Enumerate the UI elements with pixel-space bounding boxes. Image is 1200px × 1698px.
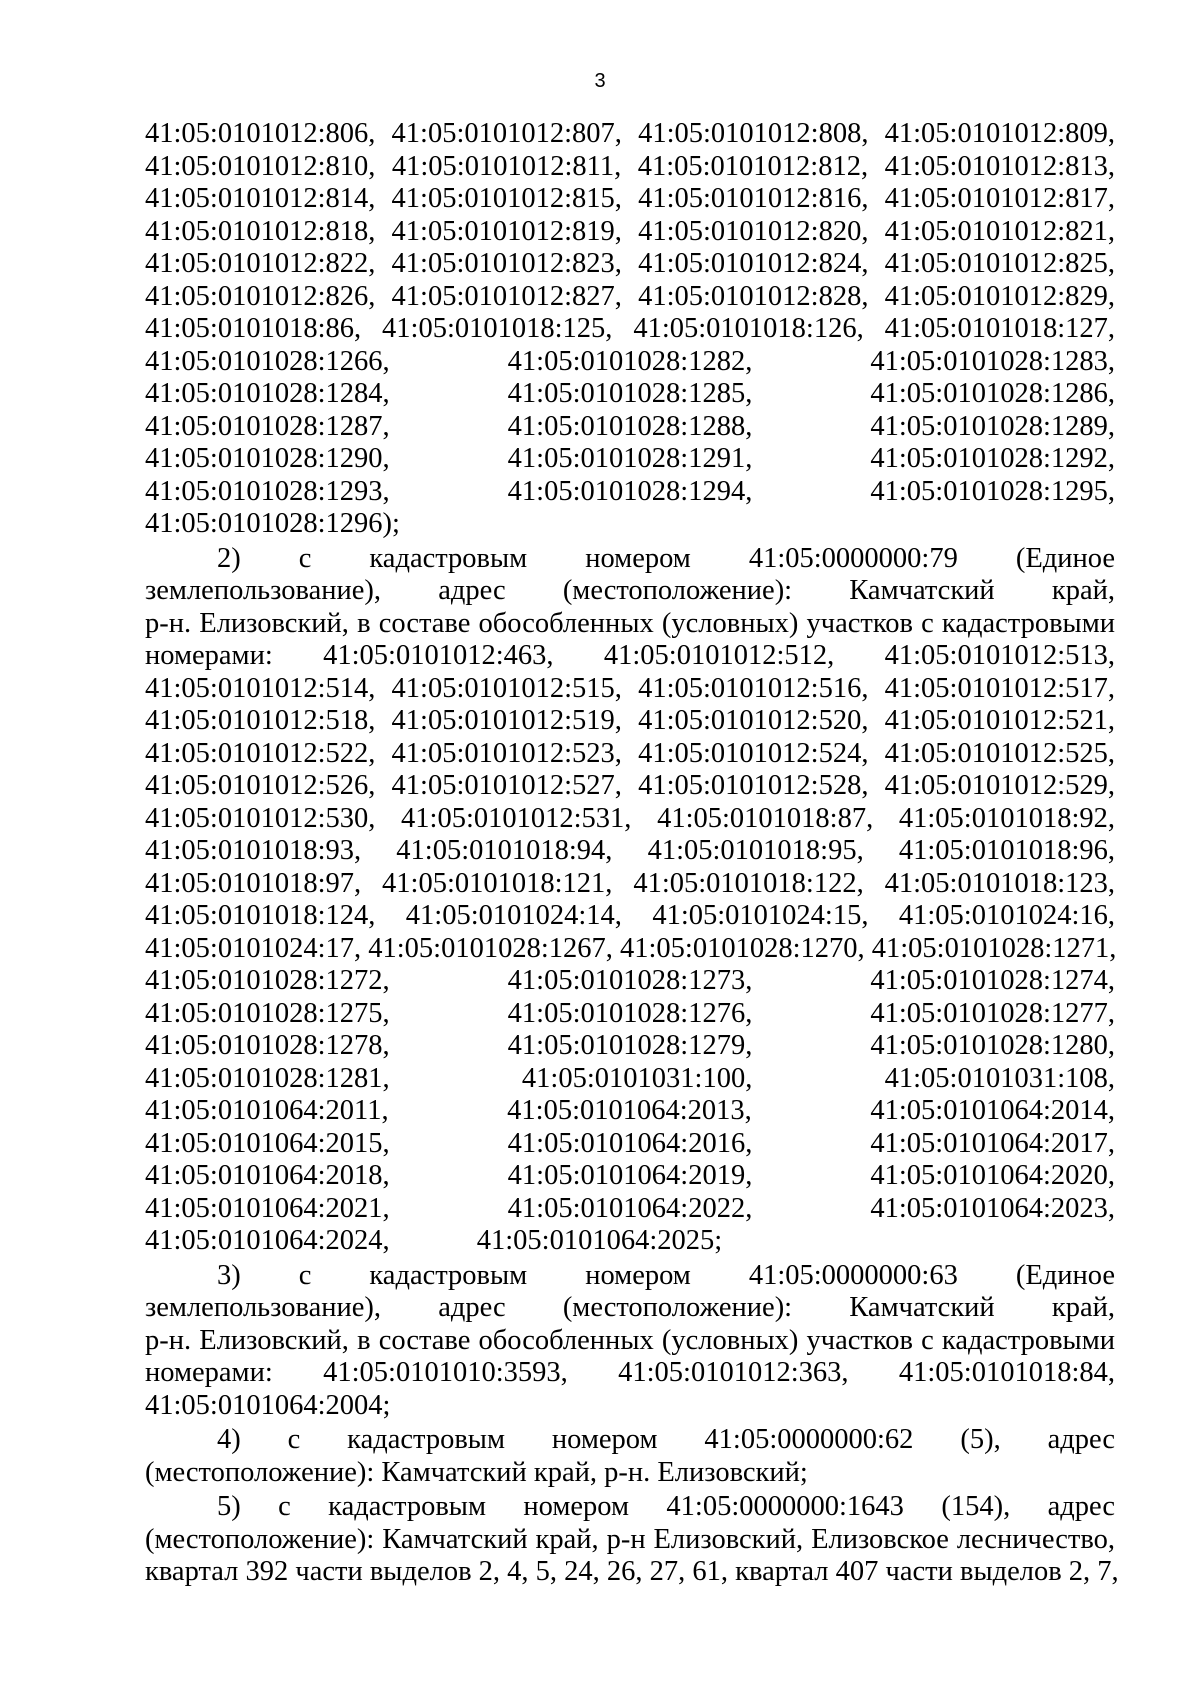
- document-line: квартал 392 части выделов 2, 4, 5, 24, 26, 27, 61, квартал 407 части выделов 2, 7,: [145, 1556, 1119, 1587]
- document-line: 41:05:0101018:97, 41:05:0101018:121, 41:05:0101018:122, 41:05:0101018:123,: [145, 867, 1115, 899]
- document-line: 41:05:0101028:1290, 41:05:0101028:1291, 41:05:0101028:1292,: [145, 443, 1115, 474]
- document-line: 41:05:0101012:530, 41:05:0101012:531, 41:05:0101018:87, 41:05:0101018:92,: [145, 802, 1115, 834]
- page-number: 3: [594, 70, 606, 92]
- document-line: 41:05:0101012:518, 41:05:0101012:519, 41:05:0101012:520, 41:05:0101012:521,: [145, 705, 1115, 736]
- document-line: 41:05:0101012:522, 41:05:0101012:523, 41:05:0101012:524, 41:05:0101012:525,: [145, 737, 1115, 769]
- document-line: 41:05:0101012:814, 41:05:0101012:815, 41:05:0101012:816, 41:05:0101012:817,: [145, 183, 1115, 214]
- paragraph-first-line: 4) с кадастровым номером 41:05:0000000:62 (5), адрес: [217, 1424, 1115, 1455]
- document-line: 41:05:0101012:826, 41:05:0101012:827, 41:05:0101012:828, 41:05:0101012:829,: [145, 280, 1115, 312]
- document-line: 41:05:0101064:2011, 41:05:0101064:2013, 41:05:0101064:2014,: [145, 1095, 1115, 1126]
- document-line: (местоположение): Камчатский край, р-н Елизовский, Елизовское лесничество,: [145, 1523, 1115, 1555]
- document-line: 41:05:0101018:86, 41:05:0101018:125, 41:05:0101018:126, 41:05:0101018:127,: [145, 313, 1115, 344]
- document-line: 41:05:0101012:526, 41:05:0101012:527, 41:05:0101012:528, 41:05:0101012:529,: [145, 770, 1115, 801]
- paragraph-first-line: 2) с кадастровым номером 41:05:0000000:79 (Единое: [217, 542, 1115, 574]
- document-line: 41:05:0101028:1293, 41:05:0101028:1294, 41:05:0101028:1295,: [145, 475, 1115, 507]
- document-line: 41:05:0101012:822, 41:05:0101012:823, 41:05:0101012:824, 41:05:0101012:825,: [145, 248, 1115, 279]
- document-line: 41:05:0101064:2004;: [145, 1389, 391, 1421]
- document-body: [145, 118, 1119, 1589]
- document-line: 41:05:0101028:1272, 41:05:0101028:1273, 41:05:0101028:1274,: [145, 965, 1115, 996]
- document-line: р-н. Елизовский, в составе обособленных (условных) участков с кадастровыми: [145, 607, 1115, 639]
- document-line: р-н. Елизовский, в составе обособленных (условных) участков с кадастровыми: [145, 1324, 1115, 1356]
- document-line: 41:05:0101024:17, 41:05:0101028:1267, 41:05:0101028:1270, 41:05:0101028:1271,: [145, 932, 1117, 964]
- document-line: 41:05:0101018:124, 41:05:0101024:14, 41:05:0101024:15, 41:05:0101024:16,: [145, 900, 1115, 931]
- document-line: землепользование), адрес (местоположение): Камчатский край,: [145, 575, 1115, 606]
- document-line: 41:05:0101028:1275, 41:05:0101028:1276, 41:05:0101028:1277,: [145, 997, 1115, 1029]
- document-line: 41:05:0101028:1278, 41:05:0101028:1279, 41:05:0101028:1280,: [145, 1030, 1115, 1061]
- document-line: 41:05:0101012:514, 41:05:0101012:515, 41:05:0101012:516, 41:05:0101012:517,: [145, 672, 1115, 704]
- document-line: 41:05:0101012:810, 41:05:0101012:811, 41:05:0101012:812, 41:05:0101012:813,: [145, 150, 1115, 182]
- document-line: 41:05:0101012:806, 41:05:0101012:807, 41:05:0101012:808, 41:05:0101012:809,: [145, 118, 1115, 149]
- document-line: 41:05:0101028:1284, 41:05:0101028:1285, 41:05:0101028:1286,: [145, 378, 1115, 409]
- document-line: землепользование), адрес (местоположение): Камчатский край,: [145, 1292, 1115, 1323]
- paragraph-first-line: 5) с кадастровым номером 41:05:0000000:1643 (154), адрес: [217, 1491, 1115, 1522]
- document-line: 41:05:0101028:1287, 41:05:0101028:1288, 41:05:0101028:1289,: [145, 410, 1115, 442]
- document-line: 41:05:0101064:2015, 41:05:0101064:2016, 41:05:0101064:2017,: [145, 1127, 1115, 1159]
- document-line: 41:05:0101028:1266, 41:05:0101028:1282, 41:05:0101028:1283,: [145, 345, 1115, 377]
- document-line: 41:05:0101064:2021, 41:05:0101064:2022, 41:05:0101064:2023,: [145, 1192, 1115, 1224]
- paragraph-first-line: 3) с кадастровым номером 41:05:0000000:63 (Единое: [217, 1259, 1115, 1291]
- document-line: 41:05:0101028:1281, 41:05:0101031:100, 41:05:0101031:108,: [145, 1062, 1115, 1094]
- document-line: номерами: 41:05:0101010:3593, 41:05:0101012:363, 41:05:0101018:84,: [145, 1357, 1115, 1388]
- document-line: 41:05:0101064:2018, 41:05:0101064:2019, 41:05:0101064:2020,: [145, 1160, 1115, 1191]
- document-line: 41:05:0101018:93, 41:05:0101018:94, 41:05:0101018:95, 41:05:0101018:96,: [145, 835, 1115, 866]
- document-line: 41:05:0101012:818, 41:05:0101012:819, 41:05:0101012:820, 41:05:0101012:821,: [145, 215, 1115, 247]
- document-line: 41:05:0101064:2024, 41:05:0101064:2025;: [145, 1225, 723, 1256]
- document-line: 41:05:0101028:1296);: [145, 508, 400, 539]
- document-line: (местоположение): Камчатский край, р-н. Елизовский;: [145, 1456, 808, 1488]
- document-line: номерами: 41:05:0101012:463, 41:05:0101012:512, 41:05:0101012:513,: [145, 640, 1115, 671]
